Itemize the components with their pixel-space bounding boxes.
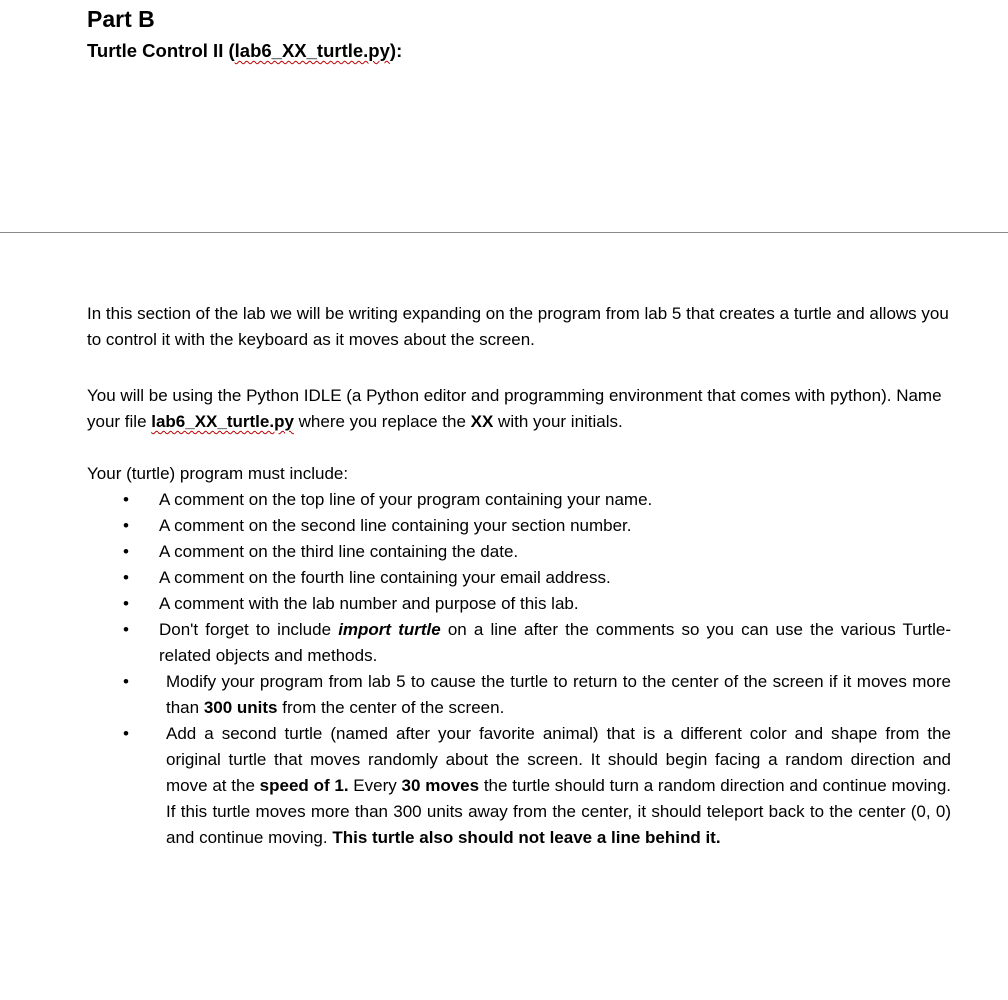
list-item-text: A comment on the top line of your program containing your name.: [159, 490, 653, 509]
bullet-icon: •: [123, 724, 129, 743]
list-item: [87, 591, 951, 617]
bullet-icon: •: [123, 516, 129, 535]
subtitle-filename: lab6_XX_turtle.py: [234, 40, 390, 61]
list-item: [87, 565, 951, 591]
setup-text-3: with your initials.: [493, 412, 623, 431]
second-turtle-b2: 30 moves: [401, 776, 480, 795]
setup-xx: XX: [470, 412, 494, 431]
bullet-icon: •: [123, 542, 129, 561]
subtitle-suffix: ):: [389, 40, 403, 61]
modify-post: from the center of the screen.: [277, 698, 505, 717]
list-item: [87, 539, 951, 565]
bullet-icon: •: [123, 672, 129, 691]
setup-text-2: where you replace the: [293, 412, 471, 431]
bullet-icon: •: [123, 620, 129, 639]
second-turtle-b1: speed of 1.: [259, 776, 349, 795]
list-item-modify: [87, 669, 951, 721]
requirements-heading: Your (turtle) program must include:: [87, 464, 349, 483]
intro-paragraph: In this section of the lab we will be writing expanding on the program from lab 5 that creates a turtle and allows you to control it with the keyboard as it moves about the screen.: [87, 304, 949, 349]
list-item-text: A comment on the fourth line containing your email address.: [159, 568, 611, 587]
import-code: import turtle: [338, 620, 441, 639]
list-item-second-turtle: [87, 721, 951, 851]
list-item: [87, 487, 951, 513]
list-item-text: A comment on the second line containing your section number.: [159, 516, 632, 535]
bullet-icon: •: [123, 594, 129, 613]
modify-pre: Modify your program from lab 5 to cause the turtle to return to the center of the screen if it moves more than: [166, 672, 951, 717]
list-item-text: A comment on the third line containing the date.: [159, 542, 519, 561]
second-turtle-t3: the turtle should turn a random direction and continue moving. If this turtle moves more than 300 units away from the center, it should teleport back to the center (0, 0) and continue moving.: [166, 776, 952, 847]
subtitle-prefix: Turtle Control II (: [87, 40, 235, 61]
list-item-text: A comment with the lab number and purpose of this lab.: [159, 594, 579, 613]
section-subtitle: [87, 40, 402, 62]
import-pre: Don't forget to include: [159, 620, 339, 639]
part-title: Part B: [87, 6, 155, 32]
second-turtle-t1: Add a second turtle (named after your favorite animal) that is a different color and shape from the original turtle that moves randomly about the screen. It should begin facing a random direction and move at the: [166, 724, 951, 795]
page-divider: [0, 232, 1008, 233]
bullet-icon: •: [123, 568, 129, 587]
second-turtle-t2: Every: [348, 776, 402, 795]
setup-text-1: You will be using the Python IDLE (a Python editor and programming environment that comes with python). Name your file: [87, 386, 942, 431]
import-post: on a line after the comments so you can use the various Turtle-related objects and methods.: [159, 620, 951, 665]
requirements-list: [87, 487, 951, 851]
setup-paragraph: [87, 383, 951, 435]
bullet-icon: •: [123, 490, 129, 509]
list-item: [87, 513, 951, 539]
list-item-import: [87, 617, 951, 669]
modify-bold: 300 units: [203, 698, 278, 717]
setup-filename: lab6_XX_turtle.py: [151, 412, 294, 431]
second-turtle-b3: This turtle also should not leave a line behind it.: [332, 828, 721, 847]
